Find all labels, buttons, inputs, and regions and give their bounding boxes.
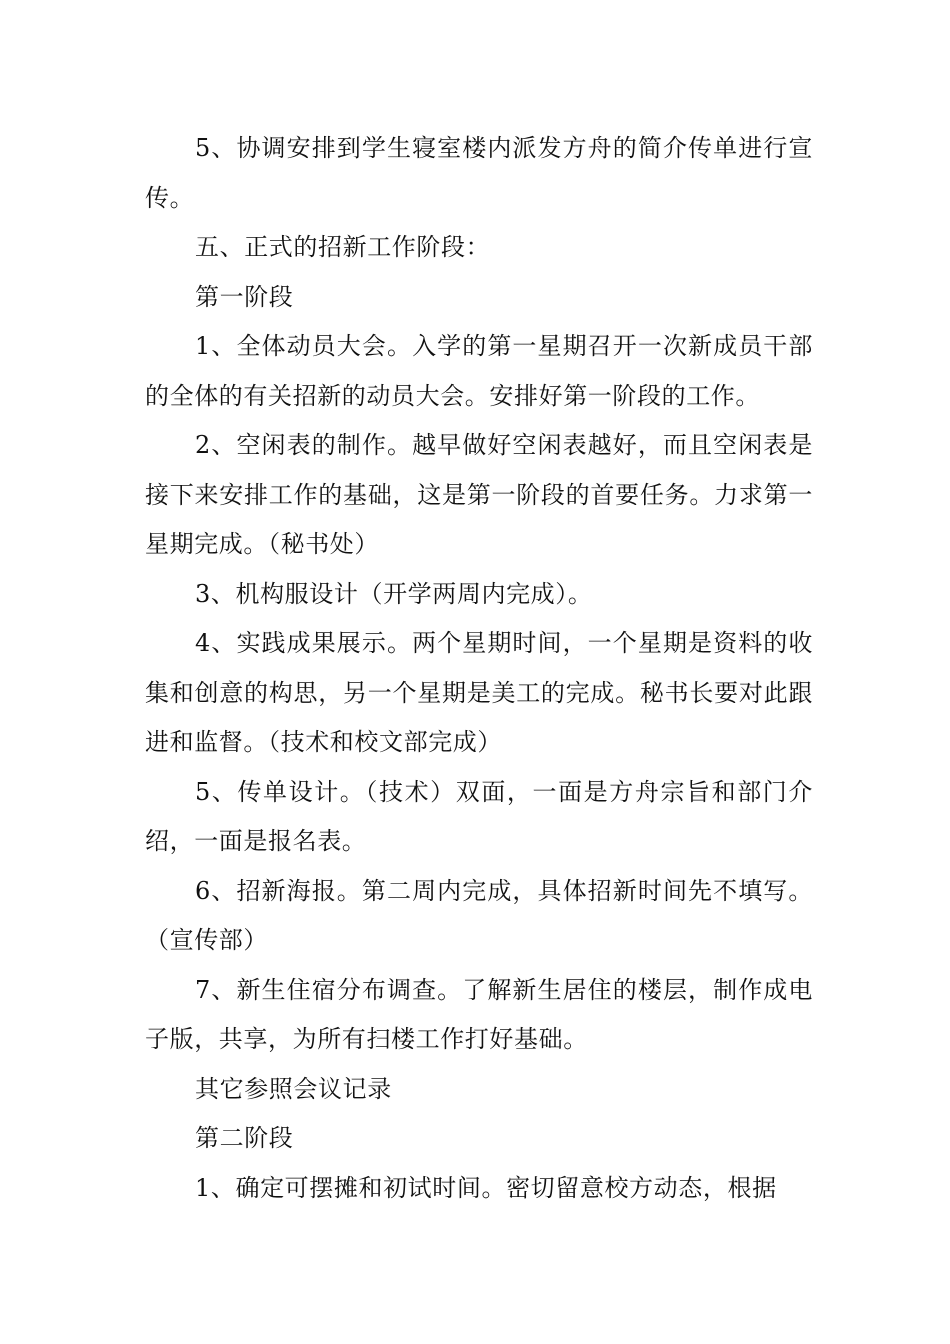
paragraph-free-time-table: 2、空闲表的制作。越早做好空闲表越好，而且空闲表是接下来安排工作的基础，这是第一阶段的首要任务。力求第一星期完成。（秘书处）	[145, 431, 813, 558]
paragraph-promotion-flyers: 5、协调安排到学生寝室楼内派发方舟的简介传单进行宣传。	[145, 134, 813, 212]
paragraph-flyer-design: 5、传单设计。（技术）双面，一面是方舟宗旨和部门介绍，一面是报名表。	[145, 777, 813, 855]
paragraph-meeting-notes-reference: 其它参照会议记录	[195, 1074, 392, 1103]
stage-heading-first: 第一阶段	[195, 282, 294, 311]
document-body	[145, 124, 813, 1213]
paragraph-recruitment-poster: 6、招新海报。第二周内完成，具体招新时间先不填写。（宣传部）	[145, 876, 813, 954]
stage-heading-second: 第二阶段	[195, 1124, 294, 1152]
paragraph-booth-schedule: 1、确定可摆摊和初试时间。密切留意校方动态，根据	[195, 1173, 777, 1202]
paragraph-uniform-design: 3、机构服设计（开学两周内完成）。	[195, 579, 593, 608]
section-heading-recruitment-stage: 五、正式的招新工作阶段：	[195, 233, 491, 261]
paragraph-achievement-display: 4、实践成果展示。两个星期时间，一个星期是资料的收集和创意的构思，另一个星期是美工的完成。秘书长要对此跟进和监督。（技术和校文部完成）	[145, 629, 813, 756]
paragraph-mobilization-meeting: 1、全体动员大会。入学的第一星期召开一次新成员干部的全体的有关招新的动员大会。安排好第一阶段的工作。	[145, 332, 813, 410]
paragraph-dorm-survey: 7、新生住宿分布调查。了解新生居住的楼层，制作成电子版，共享，为所有扫楼工作打好基础。	[145, 975, 813, 1053]
